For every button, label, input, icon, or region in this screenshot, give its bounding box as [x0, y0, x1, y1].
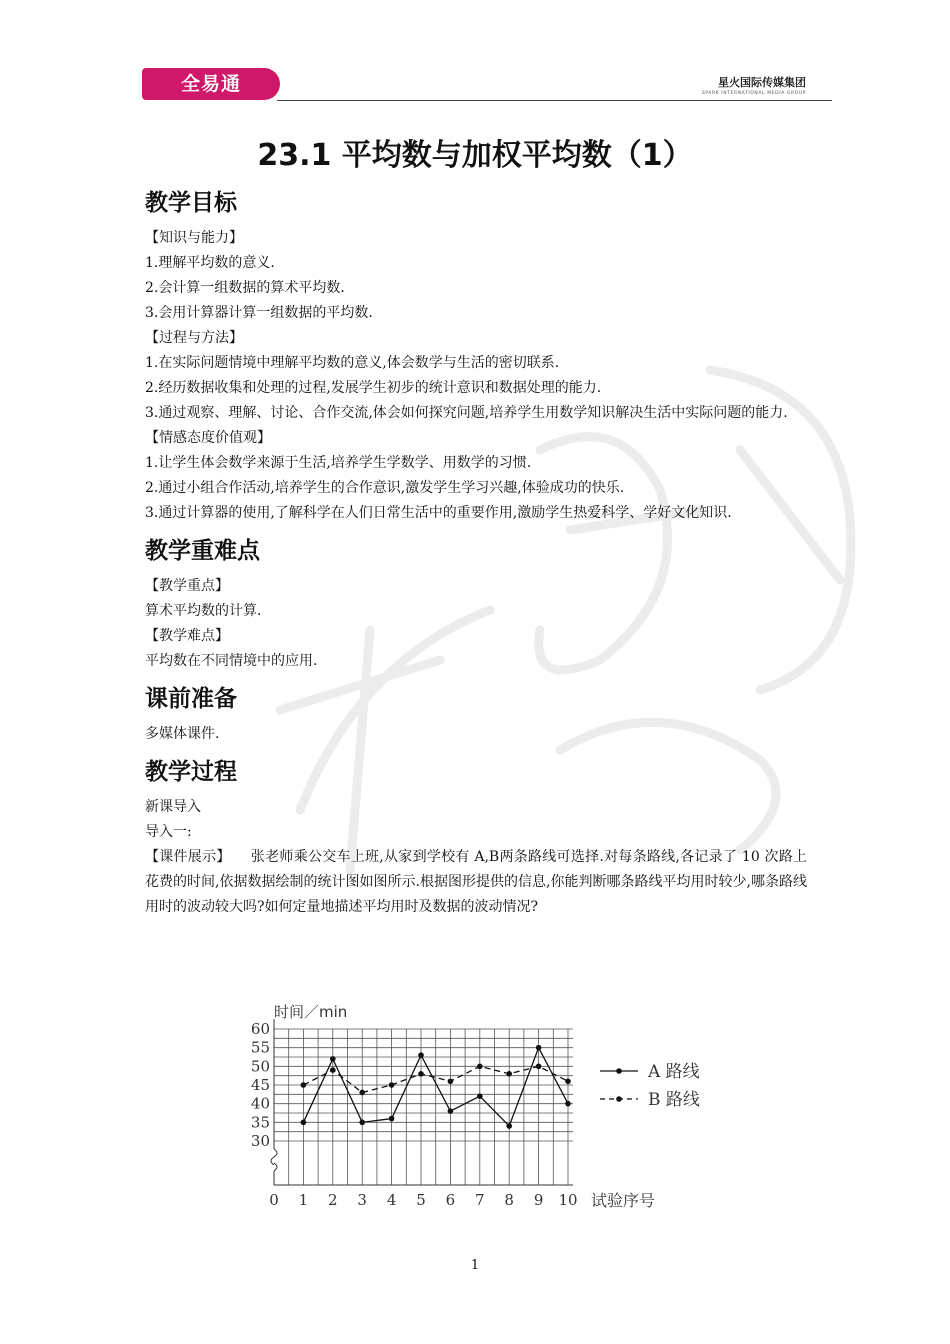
- header-divider: [277, 100, 832, 101]
- difficulty-text: 平均数在不同情境中的应用.: [145, 653, 318, 669]
- x-tick-label: 4: [386, 1191, 397, 1209]
- x-tick-label: 8: [504, 1191, 514, 1209]
- series-a-point: [359, 1120, 365, 1126]
- subheading-focus: 【教学重点】: [145, 578, 229, 594]
- page-header: [142, 64, 832, 104]
- series-b-point: [330, 1067, 336, 1073]
- series-a-point: [565, 1101, 571, 1107]
- y-axis-label: 时间／min: [274, 1003, 348, 1021]
- x-axis-label: 试验序号: [591, 1191, 656, 1210]
- subheading-emotion: 【情感态度价值观】: [145, 430, 271, 446]
- series-a-point: [477, 1093, 483, 1099]
- series-b-point: [389, 1082, 395, 1088]
- page-number: 1: [470, 1258, 480, 1273]
- x-tick-label: 9: [533, 1191, 544, 1209]
- courseware-label: 【课件展示】: [145, 849, 231, 865]
- publisher-name: 星火国际传媒集团: [718, 76, 806, 89]
- series-a-point: [536, 1045, 542, 1051]
- document-body: [145, 182, 807, 920]
- legend-marker: [616, 1096, 622, 1102]
- y-tick-label: 50: [250, 1057, 270, 1076]
- x-tick-label: 5: [416, 1191, 426, 1209]
- x-tick-label: 2: [328, 1191, 338, 1209]
- route-time-chart: [238, 1003, 718, 1213]
- section-heading-goals: 教学目标: [145, 190, 237, 216]
- y-tick-label: 55: [250, 1038, 270, 1057]
- chart-svg: [238, 1003, 718, 1213]
- courseware-paragraph: [145, 845, 807, 920]
- section-heading-prep: 课前准备: [145, 686, 237, 712]
- legend-marker: [616, 1068, 622, 1074]
- publisher-brand: [702, 74, 806, 96]
- series-b-point: [359, 1090, 365, 1096]
- series-b-point: [448, 1078, 454, 1084]
- y-tick-label: 60: [250, 1020, 270, 1038]
- goal-item: 3.通过计算器的使用,了解科学在人们日常生活中的重要作用,激励学生热爱科学、学好文化知识.: [145, 505, 732, 521]
- series-b-point: [418, 1071, 424, 1077]
- courseware-text: 张老师乘公交车上班,从家到学校有 A,B两条路线可选择.对每条路线,各记录了 10 次路上花费的时间,依据数据绘制的统计图如图所示.根据图形提供的信息,你能判断哪条路线平均用时较少,哪条路线用时的波动较大吗?如何定量地描述平均用时及数据的波动情况?: [145, 849, 808, 915]
- goal-item: 3.会用计算器计算一组数据的平均数.: [145, 305, 373, 321]
- process-line: 导入一:: [145, 824, 192, 840]
- y-tick-label: 40: [250, 1094, 270, 1113]
- publisher-name-en: SPARK INTERNATIONAL MEDIA GROUP: [701, 91, 806, 96]
- process-line: 新课导入: [145, 799, 201, 815]
- brand-logo: 全易通: [142, 68, 280, 100]
- subheading-process: 【过程与方法】: [145, 330, 243, 346]
- series-b-point: [536, 1064, 542, 1070]
- axis-break-mask: [269, 1149, 279, 1171]
- x-tick-label: 6: [445, 1191, 456, 1209]
- series-a-point: [301, 1120, 307, 1126]
- y-tick-label: 30: [250, 1132, 270, 1150]
- series-a-point: [448, 1108, 454, 1114]
- goal-item: 2.通过小组合作活动,培养学生的合作意识,激发学生学习兴趣,体验成功的快乐.: [145, 480, 625, 496]
- goal-item: 1.让学生体会数学来源于生活,培养学生学数学、用数学的习惯.: [145, 455, 532, 471]
- x-tick-label: 10: [558, 1191, 578, 1209]
- x-tick-label: 0: [269, 1191, 279, 1209]
- series-b-point: [477, 1064, 483, 1070]
- prep-text: 多媒体课件.: [145, 726, 220, 742]
- section-heading-process: 教学过程: [145, 759, 237, 785]
- series-b-point: [565, 1078, 571, 1084]
- series-a-point: [389, 1116, 395, 1122]
- goal-item: 2.会计算一组数据的算术平均数.: [145, 280, 345, 296]
- series-a-point: [330, 1056, 336, 1062]
- x-tick-label: 7: [475, 1191, 485, 1209]
- goal-item: 2.经历数据收集和处理的过程,发展学生初步的统计意识和数据处理的能力.: [145, 380, 602, 396]
- section-heading-key: 教学重难点: [145, 538, 260, 564]
- focus-text: 算术平均数的计算.: [145, 603, 262, 619]
- goal-item: 1.在实际问题情境中理解平均数的意义,体会数学与生活的密切联系.: [145, 355, 560, 371]
- goal-item: 3.通过观察、理解、讨论、合作交流,体会如何探究问题,培养学生用数学知识解决生活中实际问题的能力.: [145, 405, 788, 421]
- legend-label: A 路线: [648, 1062, 700, 1082]
- series-b-point: [506, 1071, 512, 1077]
- goal-item: 1.理解平均数的意义.: [145, 255, 275, 271]
- subheading-difficulty: 【教学难点】: [145, 628, 229, 644]
- x-tick-label: 1: [298, 1191, 309, 1209]
- legend-label: B 路线: [648, 1090, 700, 1110]
- series-a-point: [506, 1123, 512, 1129]
- subheading-knowledge: 【知识与能力】: [145, 230, 243, 246]
- y-tick-label: 35: [250, 1113, 270, 1132]
- series-a-point: [418, 1052, 424, 1058]
- series-b-point: [301, 1082, 307, 1088]
- y-tick-label: 45: [250, 1076, 270, 1094]
- x-tick-label: 3: [357, 1191, 367, 1209]
- page-title: 23.1 平均数与加权平均数（1）: [257, 138, 693, 173]
